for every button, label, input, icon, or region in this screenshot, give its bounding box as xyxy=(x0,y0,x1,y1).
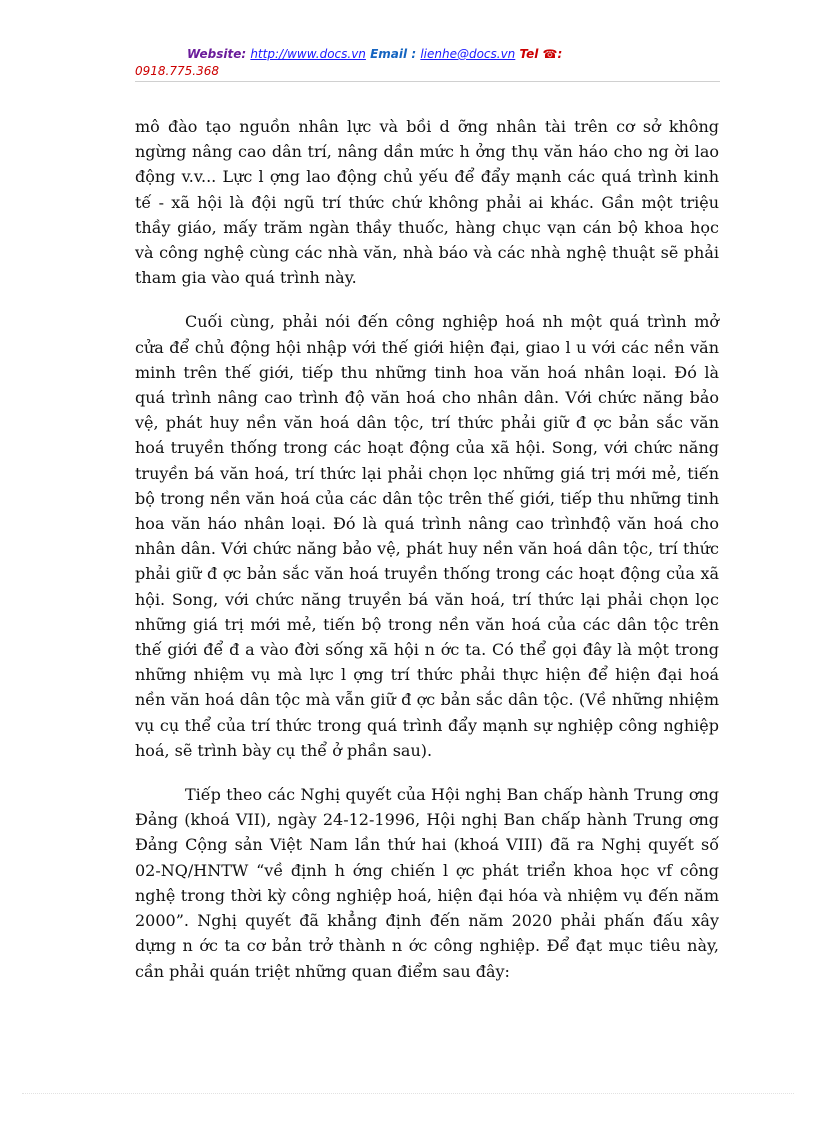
website-link[interactable]: http://www.docs.vn xyxy=(250,47,366,61)
paragraph-1: mô đào tạo nguồn nhân lực và bồi d ỡng nhân tài trên cơ sở không ngừng nâng cao dân trí, nâng dần mức h ởng thụ văn háo cho ng ời lao động v.v... Lực l ợng lao động chủ yếu để đẩy mạnh các quá trình kinh tế - xã hội là đội ngũ trí thức chứ không phải ai khác. Gần một triệu thầy giáo, mấy trăm ngàn thầy thuốc, hàng chục vạn cán bộ khoa học và công nghệ cùng các nhà văn, nhà báo và các nhà nghệ thuật sẽ phải tham gia vào quá trình này. xyxy=(135,117,719,288)
document-body xyxy=(135,114,719,1003)
phone-number: 0918.775.368 xyxy=(135,64,219,78)
tel-label: Tel ☎: xyxy=(519,47,563,61)
header-divider xyxy=(135,81,720,82)
paragraph-3: Tiếp theo các Nghị quyết của Hội nghị Ban chấp hành Trung ơng Đảng (khoá VII), ngày 24-12-1996, Hội nghị Ban chấp hành Trung ơng Đảng Cộng sản Việt Nam lần thứ hai (khoá VIII) đã ra Nghị quyết số 02-NQ/HNTW “về định h ớng chiến l ợc phát triển khoa học vf công nghệ trong thời kỳ công nghiệp hoá, hiện đại hóa và nhiệm vụ đến năm 2000”. Nghị quyết đã khẳng định đến năm 2020 phải phấn đấu xây dựng n ớc ta cơ bản trở thành n ớc công nghiệp. Để đạt mục tiêu này, cần phải quán triệt những quan điểm sau đây: xyxy=(135,785,719,981)
email-label: Email : xyxy=(370,47,417,61)
paragraph-2: Cuối cùng, phải nói đến công nghiệp hoá nh một quá trình mở cửa để chủ động hội nhập với thế giới hiện đại, giao l u với các nền văn minh trên thế giới, tiếp thu những tinh hoa văn hoá nhân loại. Đó là quá trình nâng cao trình độ văn hoá cho nhân dân. Với chức năng bảo vệ, phát huy nền văn hoá dân tộc, trí thức phải giữ đ ợc bản sắc văn hoá truyền thống trong các hoạt động của xã hội. Song, với chức năng truyền bá văn hoá, trí thức lại phải chọn lọc những giá trị mới mẻ, tiến bộ trong nền văn hoá của các dân tộc trên thế giới, tiếp thu những tinh hoa văn háo nhân loại. Đó là quá trình nâng cao trìnhđộ văn hoá cho nhân dân. Với chức năng bảo vệ, phát huy nền văn hoá dân tộc, trí thức phải giữ đ ợc bản sắc văn hoá truyền thống trong các hoạt động của xã hội. Song, với chức năng truyền bá văn hoá, trí thức lại phải chọn lọc những giá trị mới mẻ, tiến bộ trong nền văn hoá của các dân tộc trên thế giới để đ a vào đời sống xã hội n ớc ta. Có thể gọi đây là một trong những nhiệm vụ mà lực l ợng trí thức phải thực hiện để hiện đại hoá nền văn hoá dân tộc mà vẫn giữ đ ợc bản sắc dân tộc. (Về những nhiệm vụ cụ thể của trí thức trong quá trình đẩy mạnh sự nghiệp công nghiệp hoá, sẽ trình bày cụ thể ở phần sau). xyxy=(135,312,719,760)
website-label: Website: xyxy=(187,47,247,61)
footer-divider xyxy=(22,1093,794,1094)
email-link[interactable]: lienhe@docs.vn xyxy=(420,47,516,61)
page-header xyxy=(135,46,725,80)
